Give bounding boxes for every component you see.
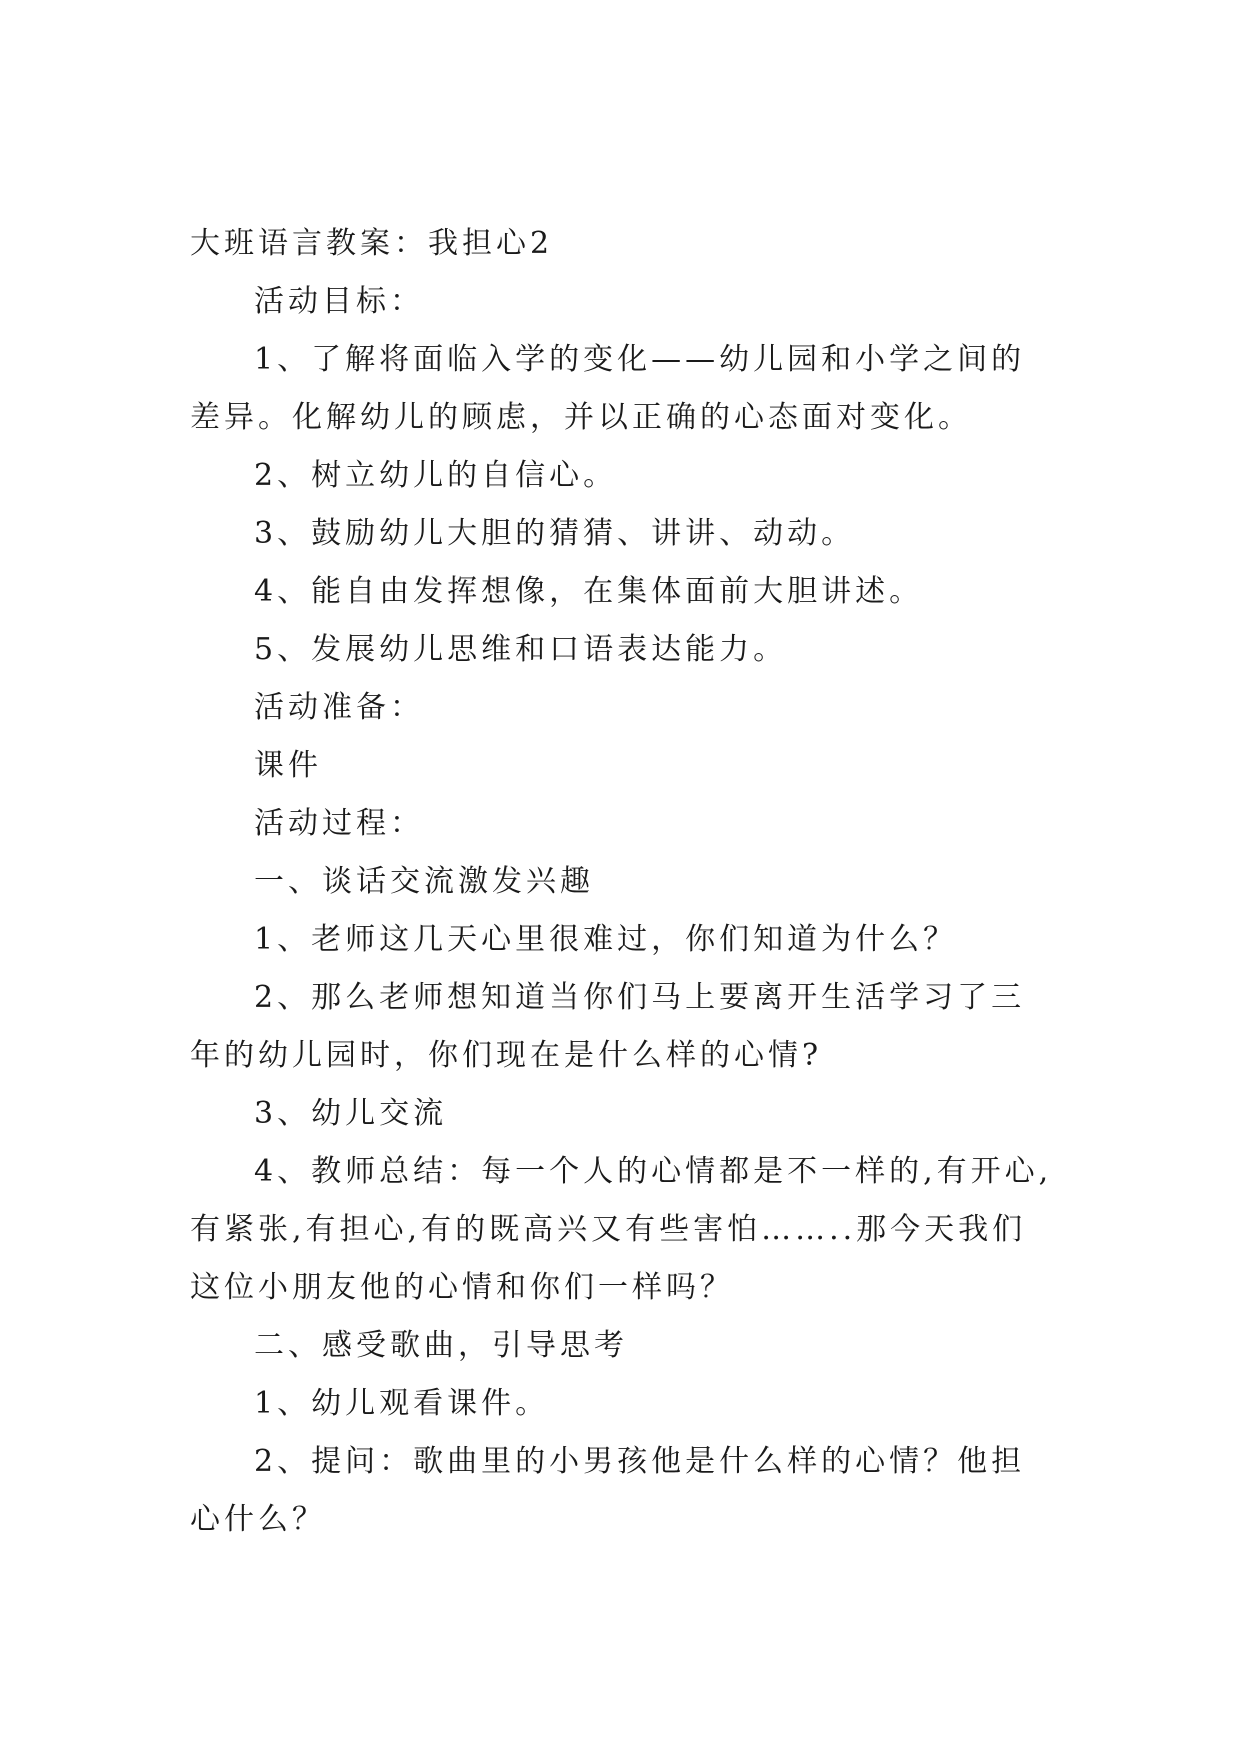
goal-item: 3、鼓励幼儿大胆的猜猜、讲讲、动动。	[254, 516, 856, 551]
process-item: 3、幼儿交流	[254, 1096, 448, 1131]
process-step-heading: 二、感受歌曲，引导思考	[254, 1328, 628, 1363]
goal-item: 1、了解将面临入学的变化——幼儿园和小学之间的差异。化解幼儿的顾虑，并以正确的心态面对变化。	[190, 342, 1026, 435]
goal-item: 2、树立幼儿的自信心。	[254, 458, 618, 493]
document-title: 大班语言教案：我担心2	[190, 226, 554, 261]
process-item: 1、老师这几天心里很难过，你们知道为什么？	[254, 922, 958, 957]
process-item: 2、那么老师想知道当你们马上要离开生活学习了三年的幼儿园时，你们现在是什么样的心情?	[190, 980, 1026, 1073]
goal-item: 4、能自由发挥想像，在集体面前大胆讲述。	[254, 574, 924, 609]
process-item: 4、教师总结：每一个人的心情都是不一样的,有开心,有紧张,有担心,有的既高兴又有些害怕……..那今天我们这位小朋友他的心情和你们一样吗？	[190, 1154, 1053, 1305]
section-heading-preparation: 活动准备：	[254, 690, 424, 725]
process-step-heading: 一、谈话交流激发兴趣	[254, 864, 594, 899]
process-item: 2、提问：歌曲里的小男孩他是什么样的心情？他担心什么？	[190, 1444, 1026, 1537]
goal-item: 5、发展幼儿思维和口语表达能力。	[254, 632, 788, 667]
section-heading-process: 活动过程：	[254, 806, 424, 841]
preparation-item: 课件	[254, 748, 322, 783]
document-body	[190, 215, 1055, 1549]
section-heading-goals: 活动目标：	[254, 284, 424, 319]
process-item: 1、幼儿观看课件。	[254, 1386, 550, 1421]
